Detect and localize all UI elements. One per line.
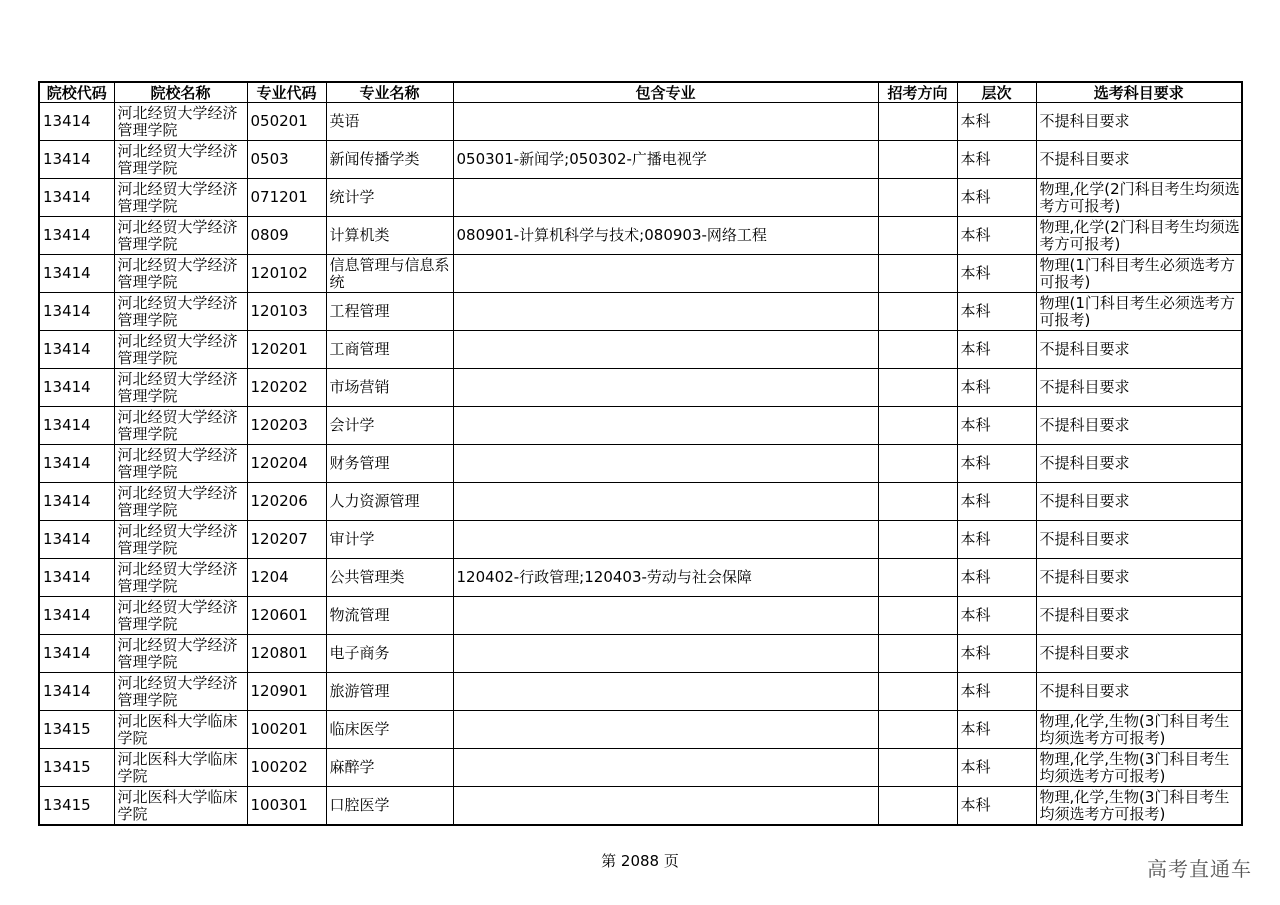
cell-level: 本科 xyxy=(957,255,1036,293)
cell-school-code: 13414 xyxy=(39,597,114,635)
cell-subject-requirement: 物理,化学,生物(3门科目考生均须选考方可报考) xyxy=(1036,711,1242,749)
cell-subject-requirement: 不提科目要求 xyxy=(1036,407,1242,445)
cell-included-majors xyxy=(453,711,878,749)
cell-school-name: 河北经贸大学经济管理学院 xyxy=(114,635,247,673)
header-included-majors: 包含专业 xyxy=(453,82,878,103)
cell-direction xyxy=(878,179,957,217)
cell-major-name: 旅游管理 xyxy=(326,673,453,711)
cell-major-name: 新闻传播学类 xyxy=(326,141,453,179)
cell-subject-requirement: 不提科目要求 xyxy=(1036,673,1242,711)
table-row xyxy=(39,483,1242,521)
cell-major-name: 人力资源管理 xyxy=(326,483,453,521)
table-row xyxy=(39,331,1242,369)
cell-major-code: 0503 xyxy=(247,141,326,179)
cell-subject-requirement: 物理(1门科目考生必须选考方可报考) xyxy=(1036,255,1242,293)
table-row xyxy=(39,103,1242,141)
table-row xyxy=(39,597,1242,635)
cell-level: 本科 xyxy=(957,559,1036,597)
cell-direction xyxy=(878,217,957,255)
cell-level: 本科 xyxy=(957,673,1036,711)
cell-direction xyxy=(878,787,957,826)
cell-major-name: 工商管理 xyxy=(326,331,453,369)
header-major-name: 专业名称 xyxy=(326,82,453,103)
table-row xyxy=(39,179,1242,217)
cell-major-name: 英语 xyxy=(326,103,453,141)
cell-direction xyxy=(878,711,957,749)
cell-included-majors xyxy=(453,483,878,521)
cell-school-name: 河北经贸大学经济管理学院 xyxy=(114,483,247,521)
cell-school-code: 13414 xyxy=(39,559,114,597)
cell-school-name: 河北经贸大学经济管理学院 xyxy=(114,559,247,597)
table-row xyxy=(39,445,1242,483)
cell-school-name: 河北医科大学临床学院 xyxy=(114,749,247,787)
cell-major-code: 100201 xyxy=(247,711,326,749)
cell-direction xyxy=(878,483,957,521)
cell-major-code: 120601 xyxy=(247,597,326,635)
cell-level: 本科 xyxy=(957,635,1036,673)
cell-major-code: 100202 xyxy=(247,749,326,787)
cell-direction xyxy=(878,445,957,483)
cell-subject-requirement: 不提科目要求 xyxy=(1036,141,1242,179)
cell-included-majors xyxy=(453,369,878,407)
cell-school-code: 13414 xyxy=(39,103,114,141)
cell-level: 本科 xyxy=(957,407,1036,445)
cell-major-name: 麻醉学 xyxy=(326,749,453,787)
cell-school-name: 河北经贸大学经济管理学院 xyxy=(114,179,247,217)
header-major-code: 专业代码 xyxy=(247,82,326,103)
cell-major-name: 临床医学 xyxy=(326,711,453,749)
cell-school-name: 河北经贸大学经济管理学院 xyxy=(114,293,247,331)
cell-major-name: 计算机类 xyxy=(326,217,453,255)
cell-direction xyxy=(878,635,957,673)
cell-level: 本科 xyxy=(957,103,1036,141)
cell-subject-requirement: 不提科目要求 xyxy=(1036,103,1242,141)
cell-school-name: 河北经贸大学经济管理学院 xyxy=(114,597,247,635)
cell-major-name: 统计学 xyxy=(326,179,453,217)
table-row xyxy=(39,711,1242,749)
cell-school-name: 河北经贸大学经济管理学院 xyxy=(114,673,247,711)
cell-direction xyxy=(878,141,957,179)
cell-level: 本科 xyxy=(957,331,1036,369)
cell-major-name: 工程管理 xyxy=(326,293,453,331)
cell-school-code: 13414 xyxy=(39,635,114,673)
cell-subject-requirement: 不提科目要求 xyxy=(1036,483,1242,521)
cell-school-code: 13414 xyxy=(39,255,114,293)
table-row xyxy=(39,559,1242,597)
table-row xyxy=(39,749,1242,787)
cell-included-majors xyxy=(453,673,878,711)
table-row xyxy=(39,635,1242,673)
cell-direction xyxy=(878,597,957,635)
cell-school-name: 河北经贸大学经济管理学院 xyxy=(114,369,247,407)
cell-school-name: 河北经贸大学经济管理学院 xyxy=(114,407,247,445)
cell-major-code: 120202 xyxy=(247,369,326,407)
cell-subject-requirement: 不提科目要求 xyxy=(1036,521,1242,559)
cell-major-code: 120203 xyxy=(247,407,326,445)
page-number xyxy=(0,850,1280,871)
cell-subject-requirement: 不提科目要求 xyxy=(1036,597,1242,635)
cell-school-name: 河北经贸大学经济管理学院 xyxy=(114,217,247,255)
cell-included-majors xyxy=(453,749,878,787)
cell-school-code: 13414 xyxy=(39,483,114,521)
cell-subject-requirement: 不提科目要求 xyxy=(1036,369,1242,407)
cell-level: 本科 xyxy=(957,521,1036,559)
cell-included-majors xyxy=(453,521,878,559)
cell-major-code: 120206 xyxy=(247,483,326,521)
table-row xyxy=(39,217,1242,255)
cell-major-code: 100301 xyxy=(247,787,326,826)
cell-major-code: 120801 xyxy=(247,635,326,673)
cell-subject-requirement: 物理,化学,生物(3门科目考生均须选考方可报考) xyxy=(1036,749,1242,787)
cell-subject-requirement: 不提科目要求 xyxy=(1036,331,1242,369)
table-row xyxy=(39,521,1242,559)
cell-school-name: 河北经贸大学经济管理学院 xyxy=(114,255,247,293)
cell-included-majors: 120402-行政管理;120403-劳动与社会保障 xyxy=(453,559,878,597)
page-number-label: 第 2088 页 xyxy=(601,852,679,870)
cell-included-majors xyxy=(453,407,878,445)
table-header-row xyxy=(39,82,1242,103)
cell-school-code: 13414 xyxy=(39,293,114,331)
cell-school-code: 13415 xyxy=(39,749,114,787)
cell-level: 本科 xyxy=(957,141,1036,179)
table-row xyxy=(39,673,1242,711)
cell-major-name: 物流管理 xyxy=(326,597,453,635)
header-school-name: 院校名称 xyxy=(114,82,247,103)
watermark-logo: 高考直通车 xyxy=(1147,857,1252,881)
cell-level: 本科 xyxy=(957,711,1036,749)
cell-level: 本科 xyxy=(957,217,1036,255)
cell-major-name: 审计学 xyxy=(326,521,453,559)
cell-school-name: 河北经贸大学经济管理学院 xyxy=(114,103,247,141)
cell-level: 本科 xyxy=(957,483,1036,521)
header-school-code: 院校代码 xyxy=(39,82,114,103)
cell-major-code: 120204 xyxy=(247,445,326,483)
cell-direction xyxy=(878,521,957,559)
cell-school-name: 河北经贸大学经济管理学院 xyxy=(114,445,247,483)
cell-school-name: 河北经贸大学经济管理学院 xyxy=(114,331,247,369)
cell-level: 本科 xyxy=(957,293,1036,331)
table-row xyxy=(39,293,1242,331)
table-row xyxy=(39,369,1242,407)
cell-included-majors xyxy=(453,293,878,331)
cell-school-code: 13414 xyxy=(39,673,114,711)
cell-school-name: 河北医科大学临床学院 xyxy=(114,711,247,749)
cell-included-majors xyxy=(453,103,878,141)
cell-included-majors xyxy=(453,635,878,673)
cell-direction xyxy=(878,331,957,369)
cell-major-code: 120201 xyxy=(247,331,326,369)
table-row xyxy=(39,141,1242,179)
cell-school-code: 13415 xyxy=(39,787,114,826)
cell-included-majors xyxy=(453,597,878,635)
cell-direction xyxy=(878,673,957,711)
cell-school-code: 13414 xyxy=(39,369,114,407)
cell-direction xyxy=(878,369,957,407)
header-level: 层次 xyxy=(957,82,1036,103)
cell-major-name: 会计学 xyxy=(326,407,453,445)
cell-subject-requirement: 不提科目要求 xyxy=(1036,445,1242,483)
cell-level: 本科 xyxy=(957,597,1036,635)
cell-subject-requirement: 物理(1门科目考生必须选考方可报考) xyxy=(1036,293,1242,331)
cell-major-code: 0809 xyxy=(247,217,326,255)
cell-major-code: 050201 xyxy=(247,103,326,141)
cell-major-name: 信息管理与信息系统 xyxy=(326,255,453,293)
cell-school-name: 河北医科大学临床学院 xyxy=(114,787,247,826)
cell-included-majors xyxy=(453,331,878,369)
admissions-table xyxy=(38,81,1243,826)
table-row xyxy=(39,787,1242,826)
cell-direction xyxy=(878,103,957,141)
cell-subject-requirement: 物理,化学,生物(3门科目考生均须选考方可报考) xyxy=(1036,787,1242,826)
cell-level: 本科 xyxy=(957,369,1036,407)
header-direction: 招考方向 xyxy=(878,82,957,103)
cell-major-code: 120901 xyxy=(247,673,326,711)
cell-subject-requirement: 物理,化学(2门科目考生均须选考方可报考) xyxy=(1036,217,1242,255)
cell-direction xyxy=(878,749,957,787)
cell-major-code: 071201 xyxy=(247,179,326,217)
cell-direction xyxy=(878,559,957,597)
cell-subject-requirement: 不提科目要求 xyxy=(1036,559,1242,597)
cell-level: 本科 xyxy=(957,749,1036,787)
cell-level: 本科 xyxy=(957,445,1036,483)
cell-school-code: 13415 xyxy=(39,711,114,749)
table-row xyxy=(39,407,1242,445)
cell-school-code: 13414 xyxy=(39,217,114,255)
cell-school-code: 13414 xyxy=(39,179,114,217)
cell-subject-requirement: 物理,化学(2门科目考生均须选考方可报考) xyxy=(1036,179,1242,217)
cell-level: 本科 xyxy=(957,787,1036,826)
cell-direction xyxy=(878,255,957,293)
cell-included-majors xyxy=(453,179,878,217)
cell-major-code: 120102 xyxy=(247,255,326,293)
cell-major-code: 120207 xyxy=(247,521,326,559)
cell-major-name: 口腔医学 xyxy=(326,787,453,826)
table-row xyxy=(39,255,1242,293)
cell-level: 本科 xyxy=(957,179,1036,217)
cell-included-majors xyxy=(453,255,878,293)
cell-school-code: 13414 xyxy=(39,141,114,179)
cell-major-name: 公共管理类 xyxy=(326,559,453,597)
cell-major-name: 电子商务 xyxy=(326,635,453,673)
cell-major-code: 1204 xyxy=(247,559,326,597)
cell-major-code: 120103 xyxy=(247,293,326,331)
cell-school-code: 13414 xyxy=(39,445,114,483)
cell-included-majors xyxy=(453,787,878,826)
cell-school-name: 河北经贸大学经济管理学院 xyxy=(114,141,247,179)
cell-school-code: 13414 xyxy=(39,407,114,445)
cell-direction xyxy=(878,293,957,331)
cell-included-majors xyxy=(453,445,878,483)
cell-school-name: 河北经贸大学经济管理学院 xyxy=(114,521,247,559)
cell-major-name: 财务管理 xyxy=(326,445,453,483)
cell-included-majors: 050301-新闻学;050302-广播电视学 xyxy=(453,141,878,179)
cell-included-majors: 080901-计算机科学与技术;080903-网络工程 xyxy=(453,217,878,255)
cell-direction xyxy=(878,407,957,445)
cell-major-name: 市场营销 xyxy=(326,369,453,407)
header-subject-requirement: 选考科目要求 xyxy=(1036,82,1242,103)
cell-school-code: 13414 xyxy=(39,331,114,369)
cell-subject-requirement: 不提科目要求 xyxy=(1036,635,1242,673)
cell-school-code: 13414 xyxy=(39,521,114,559)
